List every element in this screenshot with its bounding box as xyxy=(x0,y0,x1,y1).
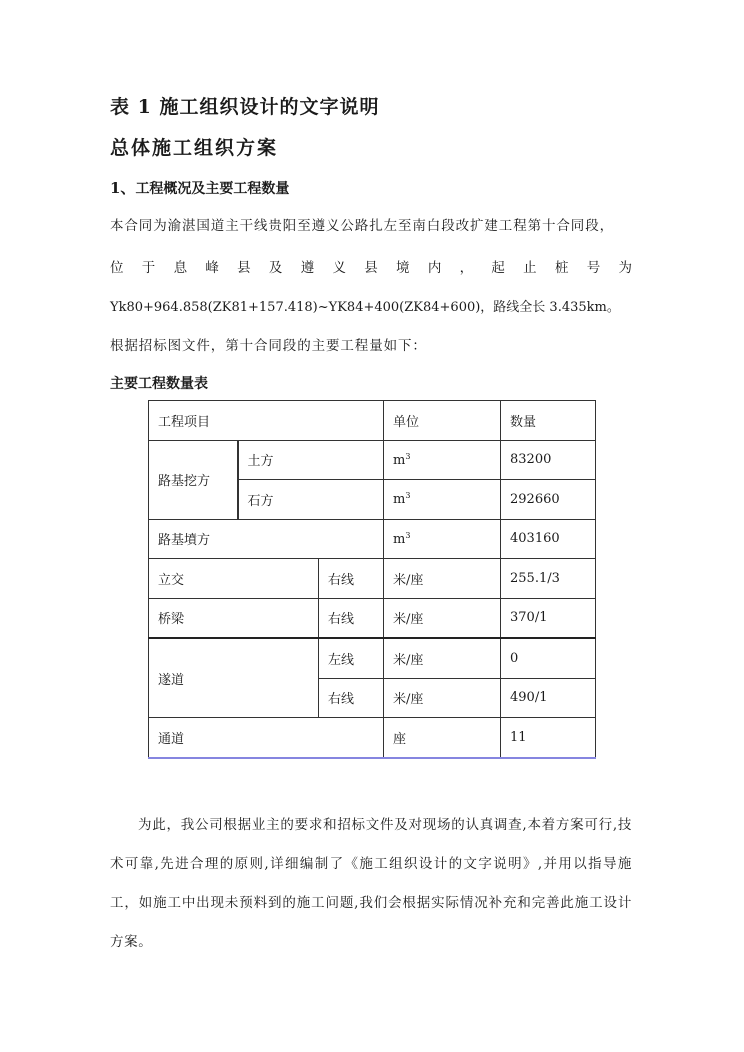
header-unit: 单位 xyxy=(384,401,501,441)
unit-superscript: 3 xyxy=(405,491,411,501)
section-label: 工程概况及主要工程数量 xyxy=(135,181,290,197)
tunnel-right-quantity: 490/1 xyxy=(501,678,596,718)
table-row xyxy=(149,559,596,599)
header-item: 工程项目 xyxy=(149,401,384,441)
earth-quantity: 83200 xyxy=(501,440,596,480)
table-row xyxy=(149,598,596,638)
earth-unit xyxy=(384,440,501,480)
tunnel-left-unit: 米/座 xyxy=(384,638,501,678)
fill-quantity: 403160 xyxy=(501,519,596,559)
intro-line-2-char: 遵 xyxy=(300,260,315,276)
document-subtitle: 总体施工组织方案 xyxy=(110,137,279,159)
unit-text: m xyxy=(393,492,406,508)
table-row xyxy=(149,718,596,758)
intro-line-2-char: 内 xyxy=(427,260,442,276)
interchange-side: 右线 xyxy=(319,559,384,599)
table-row xyxy=(149,519,596,559)
intro-line-2-char: 及 xyxy=(268,260,283,276)
bridge-quantity: 370/1 xyxy=(501,598,596,638)
intro-line-2-char: 为 xyxy=(618,260,632,276)
quantity-table xyxy=(148,400,596,759)
intro-line-2-char: 桩 xyxy=(554,260,569,276)
interchange-unit: 米/座 xyxy=(384,559,501,599)
passage-label: 通道 xyxy=(149,718,384,758)
closing-paragraph: 为此，我公司根据业主的要求和招标文件及对现场的认真调查,本着方案可行,技术可靠,先进合理的原则,详细编制了《施工组织设计的文字说明》,并用以指导施工，如施工中出现未预料到的施工问题,我们会根据实际情况补充和完善此施工设计方案。 xyxy=(110,817,632,950)
intro-line-2-char: 县 xyxy=(237,260,251,276)
bridge-unit: 米/座 xyxy=(384,598,501,638)
intro-line-2-char: 义 xyxy=(332,260,346,276)
intro-line-2-char: 止 xyxy=(523,260,537,276)
interchange-label: 立交 xyxy=(149,559,319,599)
unit-text: m xyxy=(393,452,406,468)
intro-line-3: Yk80+964.858(ZK81+157.418)~YK84+400(ZK84+600)，路线全长 3.435km。 xyxy=(110,300,620,315)
bridge-label: 桥梁 xyxy=(149,598,319,638)
table-title: 主要工程数量表 xyxy=(110,376,208,392)
intro-line-2-char: 息 xyxy=(173,260,188,276)
intro-line-2-char: 县 xyxy=(364,260,378,276)
section-heading xyxy=(110,177,289,198)
passage-unit: 座 xyxy=(384,718,501,758)
intro-line-2-char: 号 xyxy=(586,260,601,276)
section-number: 1、 xyxy=(110,179,136,197)
excavation-label: 路基挖方 xyxy=(149,440,238,519)
interchange-quantity: 255.1/3 xyxy=(501,559,596,599)
rock-label: 石方 xyxy=(238,480,384,520)
fill-label: 路基墳方 xyxy=(149,519,384,559)
rock-unit xyxy=(384,480,501,520)
rock-quantity: 292660 xyxy=(501,480,596,520)
table-header-row xyxy=(149,401,596,441)
tunnel-right-unit: 米/座 xyxy=(384,678,501,718)
earth-label: 土方 xyxy=(238,440,384,480)
tunnel-left-side: 左线 xyxy=(319,638,384,678)
passage-quantity: 11 xyxy=(501,718,596,758)
bridge-side: 右线 xyxy=(319,598,384,638)
intro-line-2-char: 于 xyxy=(141,260,156,276)
intro-line-2-char: 位 xyxy=(110,260,124,276)
tunnel-label: 遂道 xyxy=(149,638,319,718)
header-quantity: 数量 xyxy=(501,401,596,441)
tunnel-left-quantity: 0 xyxy=(501,638,596,678)
table-row xyxy=(149,638,596,678)
intro-line-2-char: 境 xyxy=(396,260,410,276)
unit-superscript: 3 xyxy=(405,530,411,540)
intro-line-2-char: 起 xyxy=(491,260,505,276)
intro-line-1: 本合同为渝湛国道主干线贵阳至遵义公路扎左至南白段改扩建工程第十合同段， xyxy=(110,218,614,234)
intro-line-2-char: ， xyxy=(459,260,474,276)
unit-superscript: 3 xyxy=(405,451,411,461)
tunnel-right-side: 右线 xyxy=(319,678,384,718)
intro-line-2 xyxy=(110,256,632,276)
document-title: 表 1 施工组织设计的文字说明 xyxy=(110,96,380,118)
intro-line-4: 根据招标图文件，第十合同段的主要工程量如下： xyxy=(110,338,427,354)
fill-unit xyxy=(384,519,501,559)
intro-line-2-char: 峰 xyxy=(205,260,219,276)
unit-text: m xyxy=(393,531,406,547)
table-row xyxy=(149,440,596,480)
